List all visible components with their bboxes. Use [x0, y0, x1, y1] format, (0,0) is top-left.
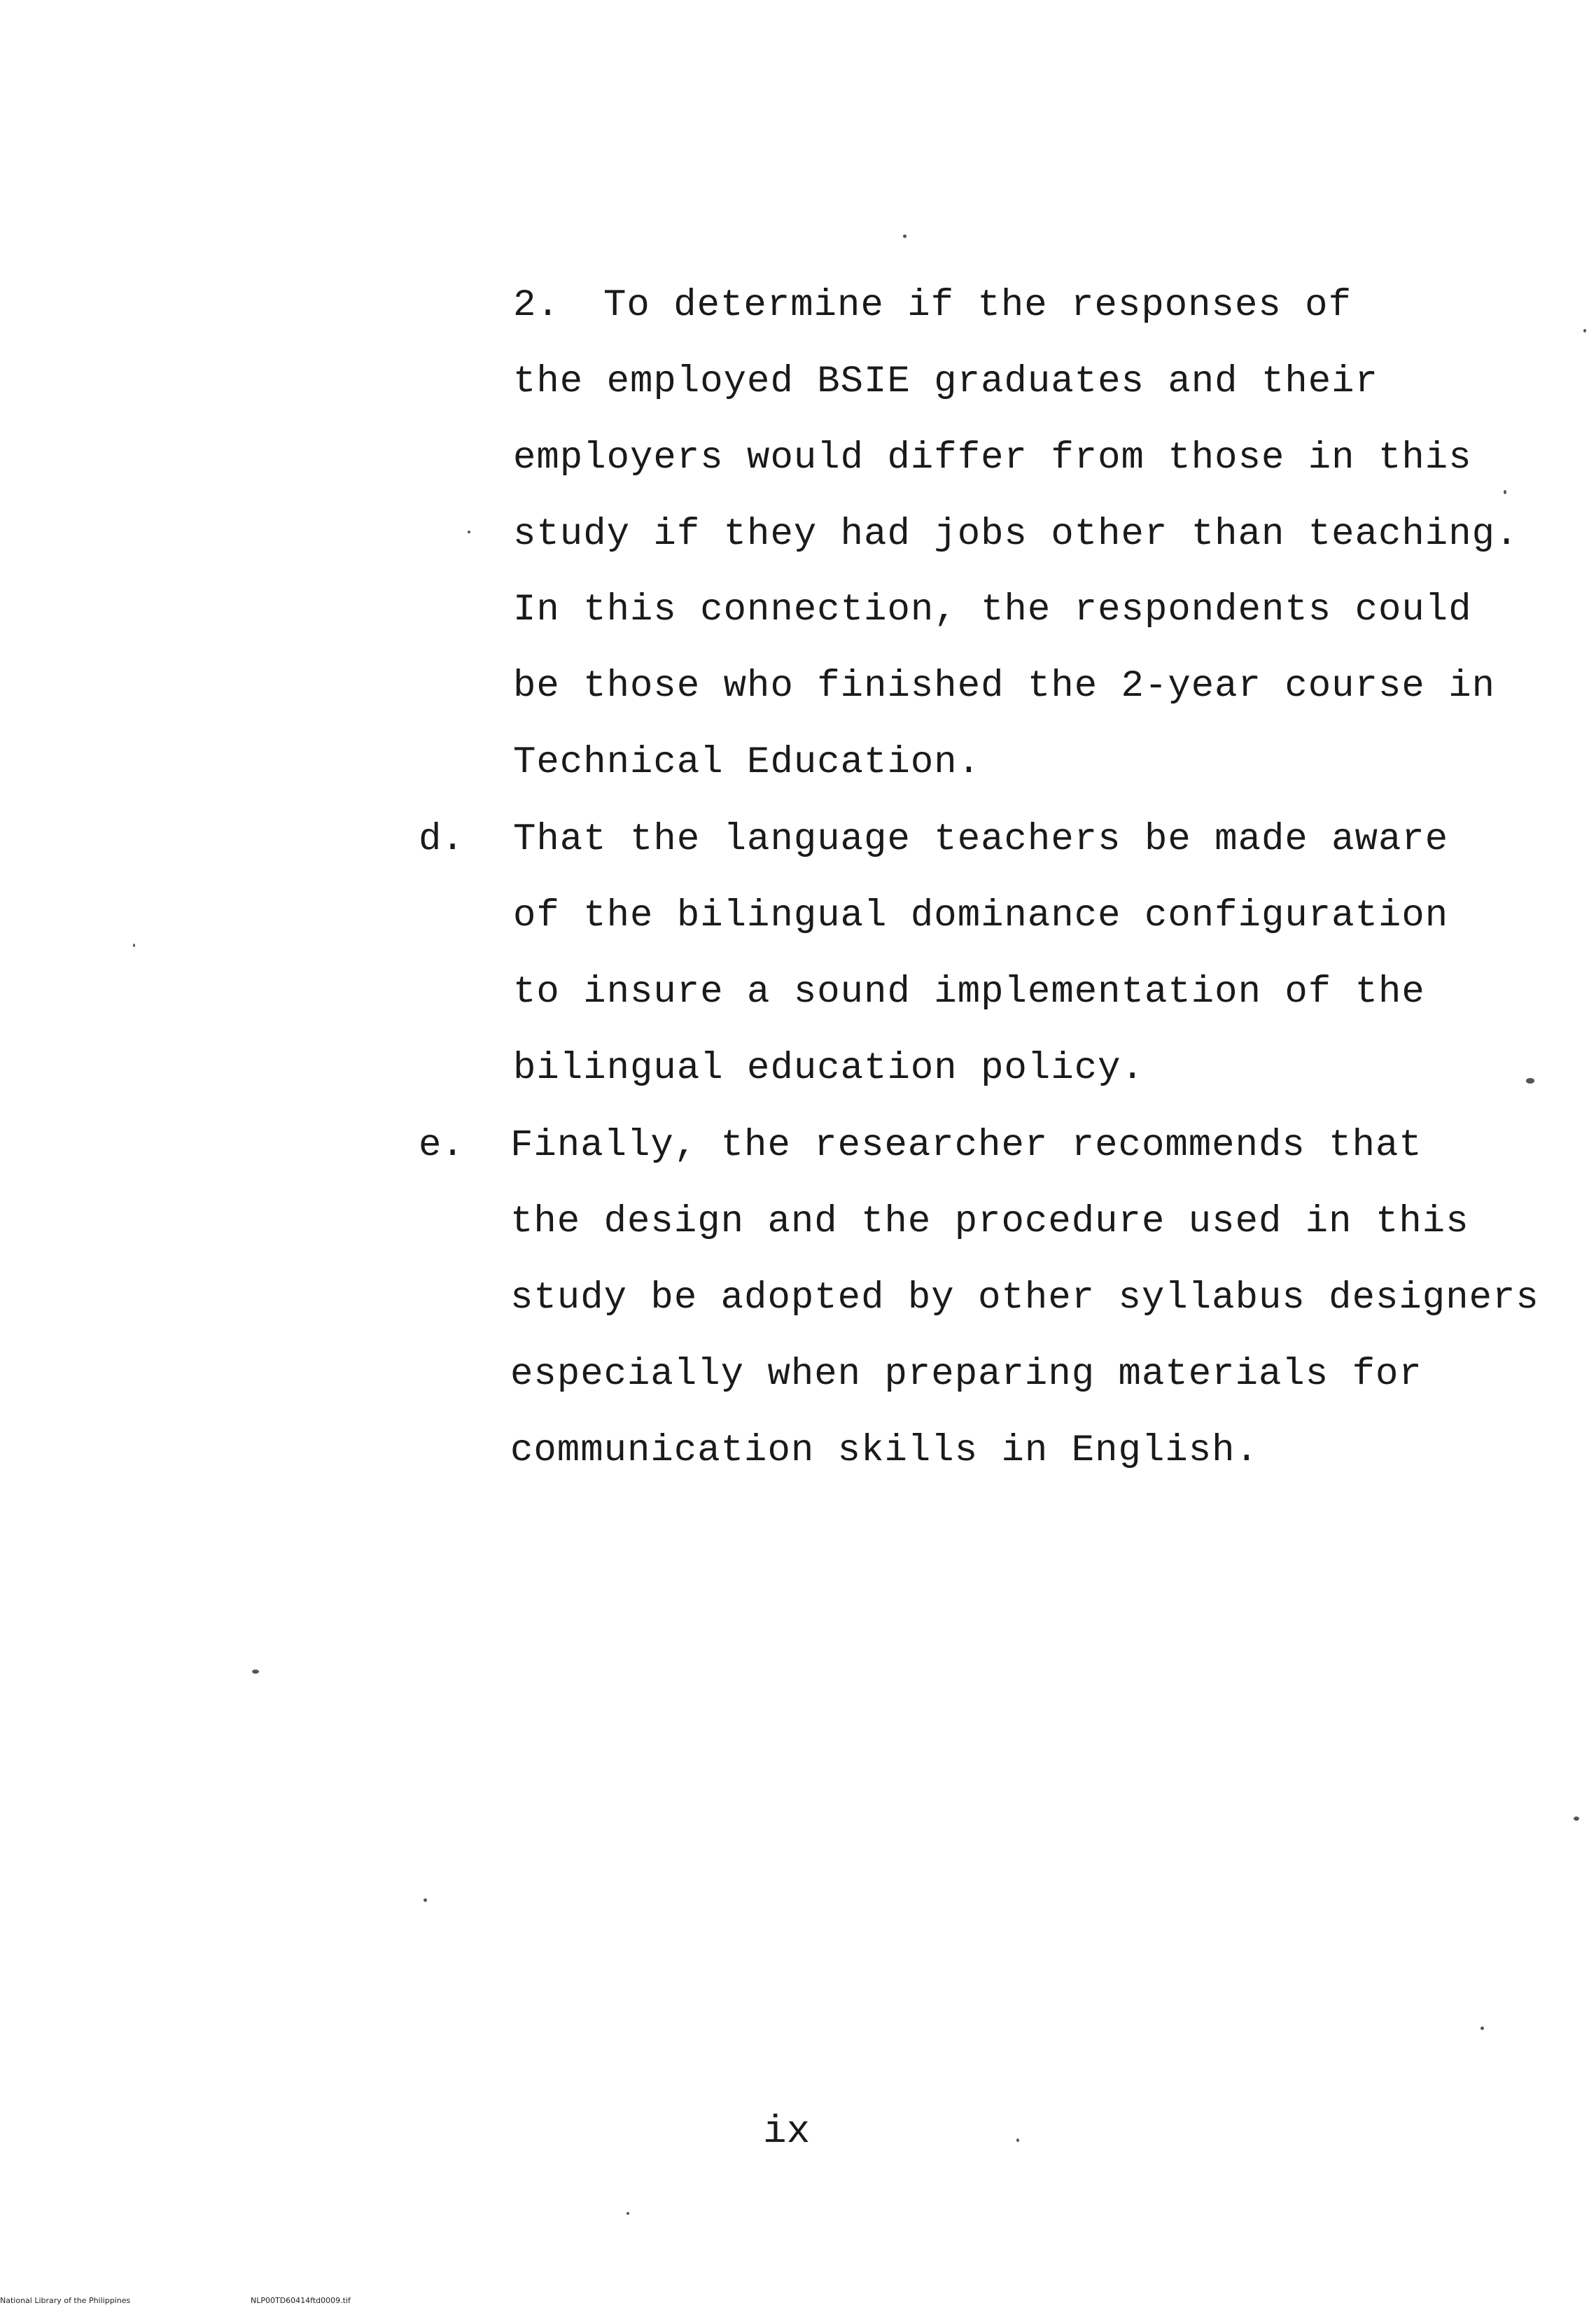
item-2-line-4: study if they had jobs other than teaching. — [513, 513, 1519, 556]
item-2-marker: 2. — [513, 284, 560, 327]
scan-speck — [1574, 1816, 1579, 1821]
item-2-line-1: To determine if the responses of — [603, 284, 1352, 327]
item-2-line-7: Technical Education. — [513, 741, 981, 784]
scan-speck — [1016, 2138, 1019, 2142]
item-e-line-4: especially when preparing materials for — [510, 1353, 1422, 1396]
item-e-line-2: the design and the procedure used in this — [510, 1200, 1469, 1243]
scan-speck — [903, 234, 906, 238]
scan-speck — [133, 944, 135, 947]
item-2-line-3: employers would differ from those in this — [513, 437, 1472, 479]
scan-speck — [1526, 1078, 1534, 1084]
item-d-line-3: to insure a sound implementation of the — [513, 971, 1425, 1014]
item-e-line-3: study be adopted by other syllabus designers — [510, 1277, 1539, 1320]
item-d-marker: d. — [419, 818, 464, 861]
scan-speck — [1504, 490, 1506, 494]
item-2-line-2: the employed BSIE graduates and their — [513, 360, 1378, 403]
footer-filename: NLP00TD60414ftd0009.tif — [251, 2296, 351, 2305]
item-d-line-2: of the bilingual dominance configuration — [513, 895, 1449, 937]
item-e-line-5: communication skills in English. — [510, 1429, 1259, 1472]
scan-speck — [424, 1898, 427, 1902]
scan-speck — [1480, 2026, 1484, 2030]
item-2-line-6: be those who finished the 2-year course in — [513, 665, 1496, 708]
footer-library: National Library of the Philippines — [0, 2296, 131, 2305]
item-2-line-5: In this connection, the respondents could — [513, 589, 1472, 631]
scan-speck — [1583, 329, 1586, 332]
item-d-line-1: That the language teachers be made aware — [513, 818, 1449, 861]
scan-speck — [468, 531, 470, 533]
page-number: ix — [763, 2109, 811, 2154]
item-e-marker: e. — [419, 1124, 464, 1167]
item-e-line-1: Finally, the researcher recommends that — [510, 1124, 1422, 1167]
scan-speck — [626, 2212, 629, 2215]
scan-speck — [252, 1670, 259, 1674]
item-d-line-4: bilingual education policy. — [513, 1047, 1144, 1090]
